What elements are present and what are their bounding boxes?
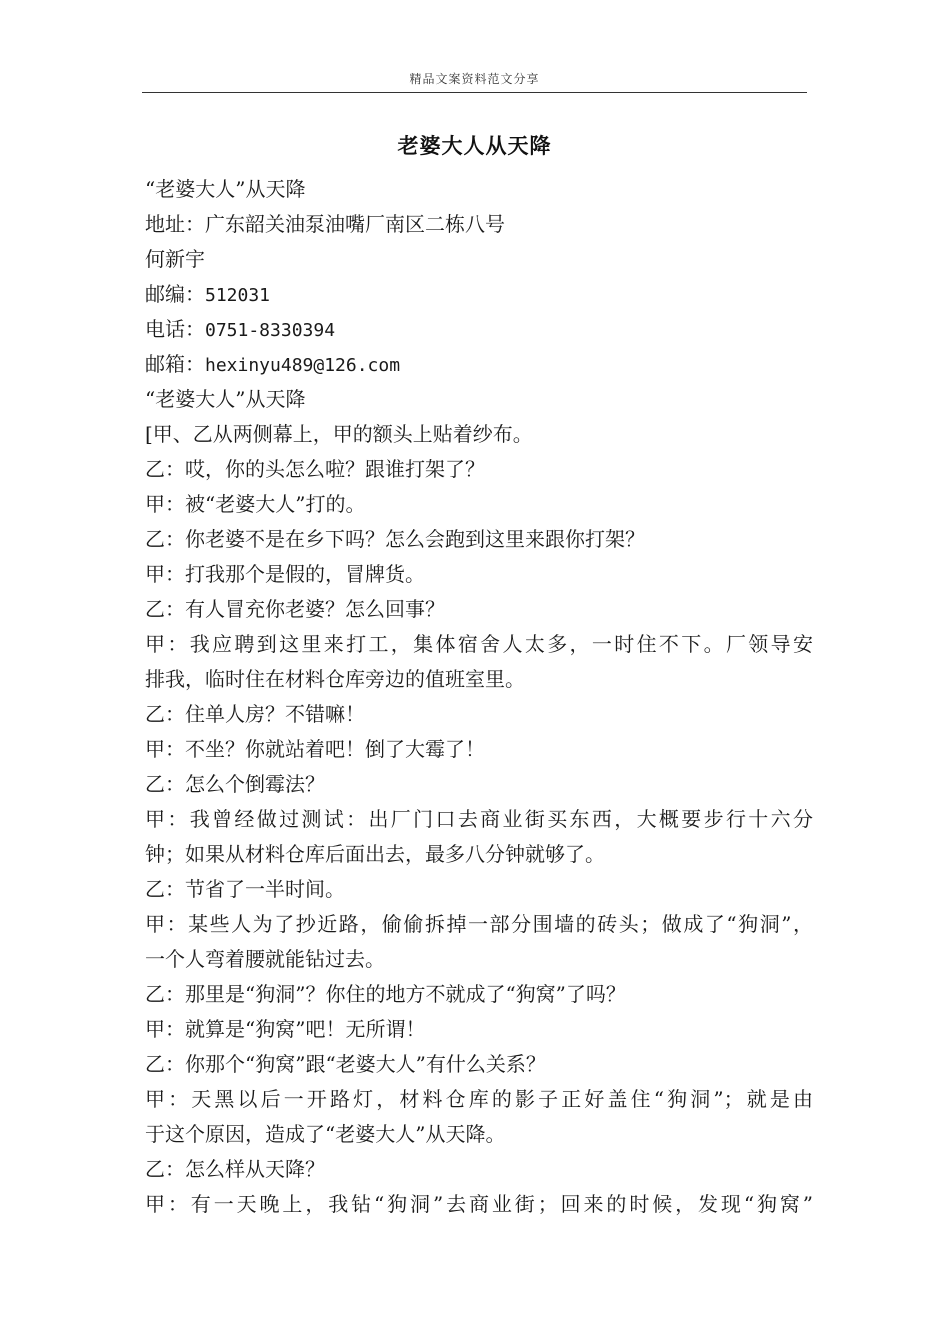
text-line: “老婆大人”从天降 [145, 177, 306, 201]
text-line: 乙：怎么个倒霉法？ [145, 772, 325, 796]
text-line: 甲：有一天晚上，我钻“狗洞”去商业街；回来的时候，发现“狗窝” [145, 1192, 813, 1216]
text-line: 甲：就算是“狗窝”吧！无所谓！ [145, 1017, 426, 1041]
text-line: 一个人弯着腰就能钻过去。 [145, 947, 385, 971]
text-line: 甲：被“老婆大人”打的。 [145, 492, 366, 516]
text-line: “老婆大人”从天降 [145, 387, 306, 411]
text-line: 甲：我曾经做过测试：出厂门口去商业街买东西，大概要步行十六分 [145, 807, 813, 831]
field-label: 邮箱： [145, 352, 205, 376]
text-line [145, 347, 813, 382]
text-line [145, 207, 813, 242]
text-line: 乙：哎，你的头怎么啦？跟谁打架了？ [145, 457, 485, 481]
text-line [145, 277, 813, 312]
text-line: 钟；如果从材料仓库后面出去，最多八分钟就够了。 [145, 842, 605, 866]
text-line: 甲：天黑以后一开路灯，材料仓库的影子正好盖住“狗洞”；就是由 [145, 1087, 813, 1111]
text-line: 排我，临时住在材料仓库旁边的值班室里。 [145, 667, 525, 691]
text-line: 甲：某些人为了抄近路，偷偷拆掉一部分围墙的砖头；做成了“狗洞”， [145, 912, 813, 936]
field-label: 电话： [145, 317, 205, 341]
field-value: 512031 [205, 285, 271, 306]
document-body [145, 172, 813, 1222]
text-line: 甲：不坐？你就站着吧！倒了大霉了！ [145, 737, 485, 761]
text-line: 乙：住单人房？不错嘛！ [145, 702, 365, 726]
field-value: 广东韶关油泵油嘴厂南区二栋八号 [205, 212, 505, 236]
text-line: 乙：有人冒充你老婆？怎么回事？ [145, 597, 445, 621]
document-title: 老婆大人从天降 [397, 133, 552, 158]
text-line: 甲：我应聘到这里来打工，集体宿舍人太多，一时住不下。厂领导安 [145, 632, 813, 656]
header-divider [142, 92, 807, 93]
running-header: 精品文案资料范文分享 [409, 72, 540, 86]
text-line [145, 312, 813, 347]
text-line: [甲、乙从两侧幕上，甲的额头上贴着纱布。 [145, 422, 533, 446]
field-label: 邮编： [145, 282, 205, 306]
text-line: 于这个原因，造成了“老婆大人”从天降。 [145, 1122, 506, 1146]
field-value: hexinyu489@126.com [205, 355, 401, 376]
text-line: 乙：你那个“狗窝”跟“老婆大人”有什么关系？ [145, 1052, 546, 1076]
field-label: 地址： [145, 212, 205, 236]
text-line: 何新宇 [145, 247, 205, 271]
text-line: 乙：那里是“狗洞”？你住的地方不就成了“狗窝”了吗？ [145, 982, 626, 1006]
text-line: 甲：打我那个是假的，冒牌货。 [145, 562, 425, 586]
text-line: 乙：怎么样从天降？ [145, 1157, 325, 1181]
text-line: 乙：你老婆不是在乡下吗？怎么会跑到这里来跟你打架？ [145, 527, 645, 551]
field-value: 0751-8330394 [205, 320, 336, 341]
text-line: 乙：节省了一半时间。 [145, 877, 345, 901]
